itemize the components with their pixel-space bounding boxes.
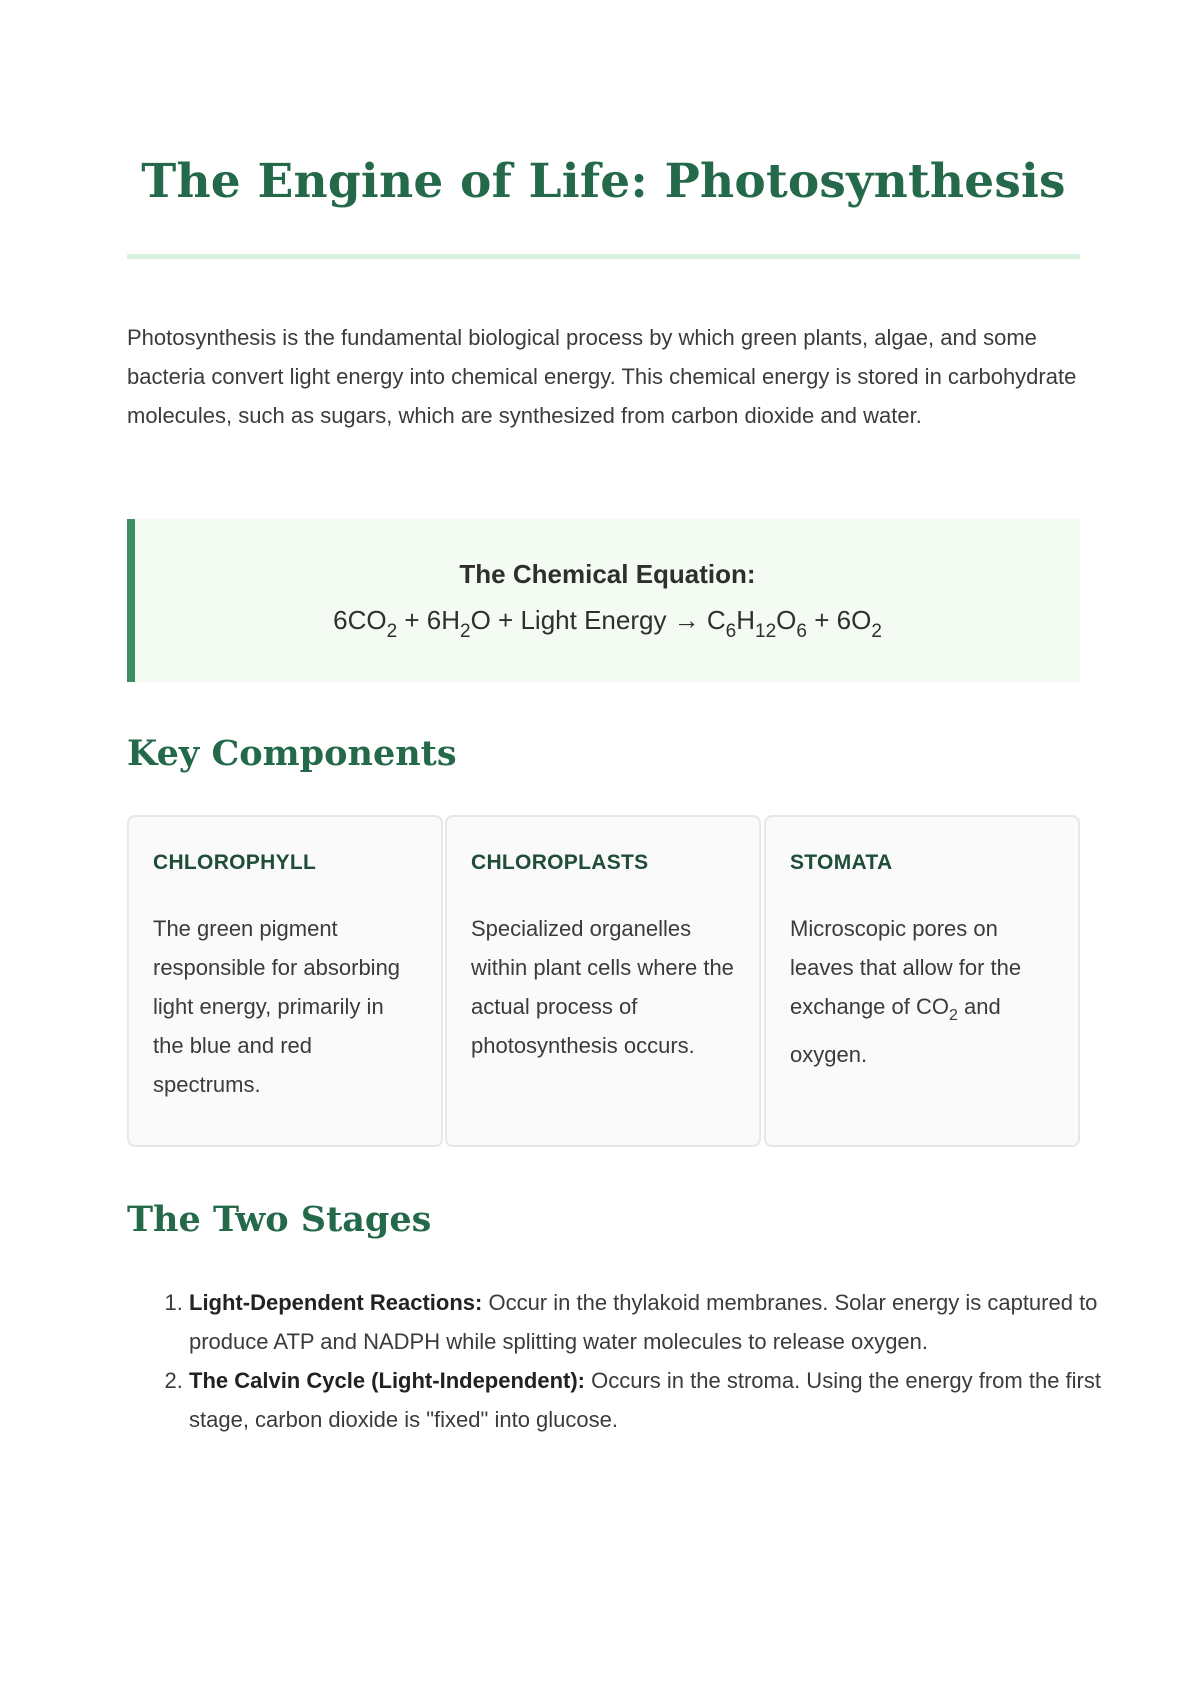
equation-callout bbox=[127, 519, 1080, 682]
stage-label: The Calvin Cycle (Light-Independent): bbox=[189, 1368, 586, 1393]
subscript: 2 bbox=[386, 621, 398, 642]
stage-label: Light-Dependent Reactions: bbox=[189, 1290, 483, 1315]
equation-formula bbox=[135, 605, 1080, 643]
component-card bbox=[764, 815, 1080, 1147]
card-title: CHLOROPHYLL bbox=[153, 851, 317, 874]
page-title: The Engine of Life: Photosynthesis bbox=[141, 154, 1066, 209]
subscript: 2 bbox=[460, 621, 471, 642]
card-title: STOMATA bbox=[790, 851, 893, 874]
card-description bbox=[471, 909, 737, 1065]
list-item bbox=[189, 1283, 1142, 1361]
text-run: and oxygen. bbox=[790, 994, 1001, 1067]
stage-text: Occurs in the stroma. Using the energy from the first stage, carbon dioxide is "fixed" into glucose. bbox=[189, 1368, 1101, 1432]
card-title: CHLOROPLASTS bbox=[471, 851, 649, 874]
equation-label: The Chemical Equation: bbox=[459, 559, 756, 589]
card-description bbox=[790, 909, 1056, 1074]
component-card bbox=[445, 815, 761, 1147]
stage-text: Occur in the thylakoid membranes. Solar energy is captured to produce ATP and NADPH while splitting water molecules to release oxygen. bbox=[189, 1290, 1098, 1354]
two-stages-heading: The Two Stages bbox=[127, 1199, 432, 1240]
subscript: 12 bbox=[755, 621, 777, 642]
list-item bbox=[189, 1361, 1142, 1439]
subscript: 2 bbox=[871, 621, 882, 642]
key-components-heading: Key Components bbox=[127, 733, 457, 774]
text-run: Specialized organelles within plant cells where the actual process of photosynthesis occurs. bbox=[471, 916, 734, 1058]
title-divider bbox=[127, 254, 1080, 259]
text-run: + 6O bbox=[806, 605, 872, 635]
stages-list bbox=[127, 1283, 1142, 1439]
component-card bbox=[127, 815, 443, 1147]
text-run: H bbox=[736, 605, 756, 635]
subscript: 6 bbox=[796, 621, 807, 642]
text-run: The green pigment responsible for absorbing light energy, primarily in the blue and red spectrums. bbox=[153, 916, 401, 1097]
component-cards bbox=[127, 815, 1080, 1147]
subscript: 6 bbox=[725, 621, 737, 642]
text-run: O bbox=[776, 605, 797, 635]
text-run: Microscopic pores on leaves that allow for the exchange of CO bbox=[790, 916, 1022, 1019]
intro-paragraph: Photosynthesis is the fundamental biological process by which green plants, algae, and some bacteria convert light energy into chemical energy. This chemical energy is stored in carbohydrate molecules, such as sugars, which are synthesized from carbon dioxide and water. bbox=[127, 325, 1077, 428]
text-run: 6CO bbox=[333, 605, 387, 635]
text-run: O + Light Energy → C bbox=[470, 605, 726, 635]
text-run: + 6H bbox=[397, 605, 461, 635]
subscript: 2 bbox=[948, 1007, 958, 1024]
card-description bbox=[153, 909, 419, 1104]
